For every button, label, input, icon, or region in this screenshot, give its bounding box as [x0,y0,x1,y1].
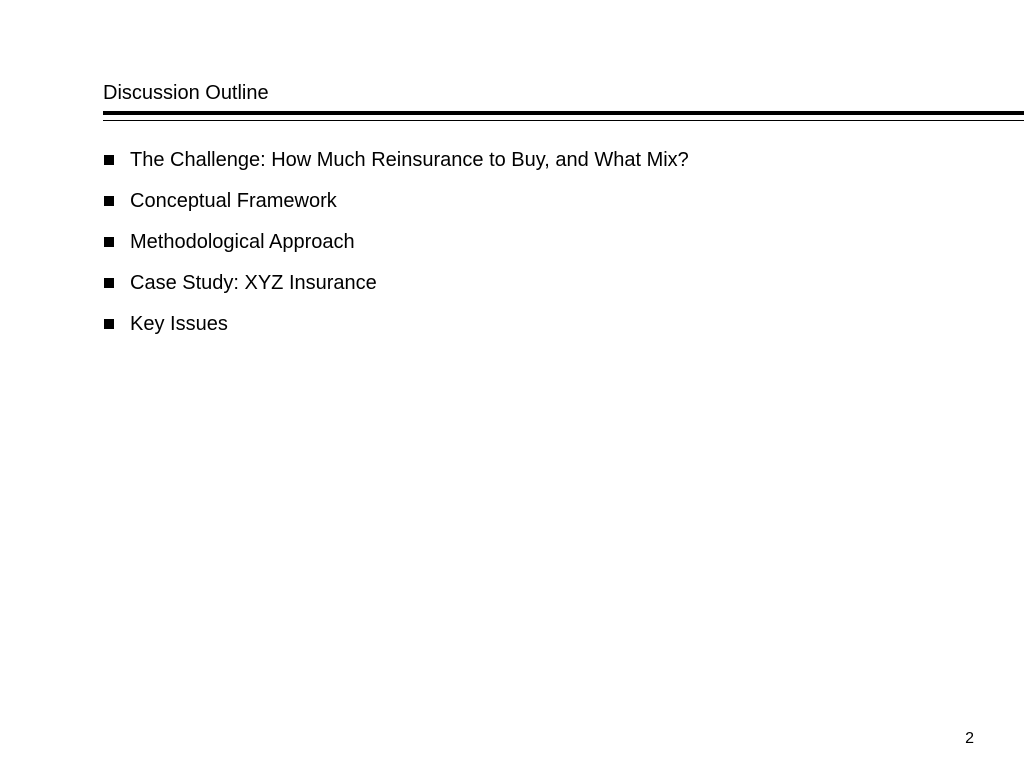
bullet-text: The Challenge: How Much Reinsurance to Buy, and What Mix? [130,149,689,171]
slide-title: Discussion Outline [103,82,269,104]
title-rule-thin [103,120,1024,121]
square-bullet-icon [104,319,114,329]
bullet-item [104,230,689,254]
bullet-item [104,189,689,213]
bullet-text: Case Study: XYZ Insurance [130,272,377,294]
square-bullet-icon [104,155,114,165]
bullet-list [104,148,689,353]
bullet-item [104,271,689,295]
title-rule-thick [103,111,1024,115]
bullet-item [104,312,689,336]
page-number: 2 [965,730,974,747]
square-bullet-icon [104,196,114,206]
bullet-item [104,148,689,172]
bullet-text: Methodological Approach [130,231,355,253]
square-bullet-icon [104,237,114,247]
bullet-text: Conceptual Framework [130,190,337,212]
square-bullet-icon [104,278,114,288]
bullet-text: Key Issues [130,313,228,335]
